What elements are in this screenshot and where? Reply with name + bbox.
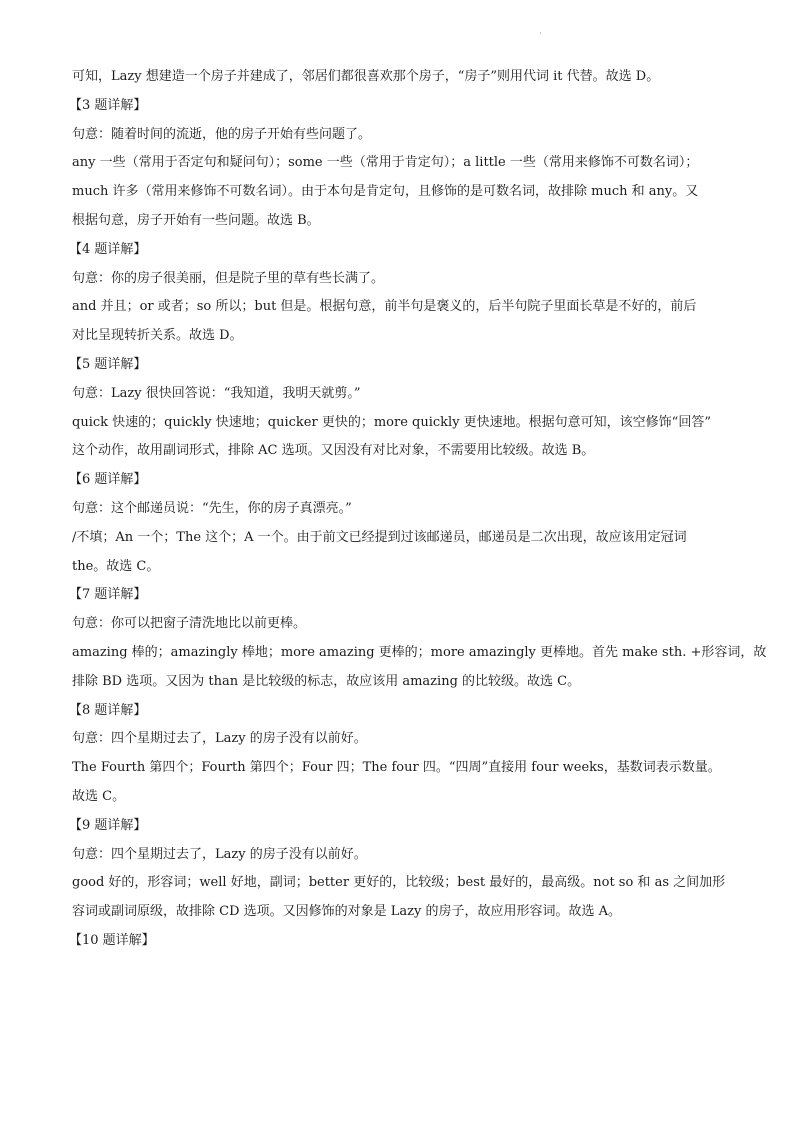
answer-explanation-text: [69, 63, 767, 956]
section-heading-q7: 【7 题详解】: [69, 587, 147, 603]
paragraph-line: amazing 棒的；amazingly 棒地；more amazing 更棒的；more amazingly 更棒地。首先 make sth. +形容词，故: [72, 644, 767, 660]
sentence-meaning-q6: 句意：这个邮递员说：“先生，你的房子真漂亮。”: [72, 500, 352, 516]
paragraph-line: 可知，Lazy 想建造一个房子并建成了，邻居们都很喜欢那个房子，“房子”则用代词 it 代替。故选 D。: [72, 69, 660, 84]
paragraph-line: good 好的，形容词；well 好地，副词；better 更好的，比较级；best 最好的，最高级。not so 和 as 之间加形: [72, 875, 726, 891]
paragraph-line: 对比呈现转折关系。故选 D。: [72, 328, 243, 344]
paragraph-line: quick 快速的；quickly 快速地；quicker 更快的；more quickly 更快速地。根据句意可知，该空修饰“回答”: [72, 414, 711, 430]
section-heading-q10: 【10 题详解】: [69, 932, 155, 948]
section-heading-q9: 【9 题详解】: [69, 817, 147, 833]
paragraph-line: and 并且；or 或者；so 所以；but 但是。根据句意，前半句是褒义的，后半句院子里面长草是不好的，前后: [72, 299, 697, 315]
paragraph-line: /不填；An 一个；The 这个；A 一个。由于前文已经提到过该邮递员，邮递员是二次出现，故应该用定冠词: [72, 529, 687, 545]
sentence-meaning-q7: 句意：你可以把窗子清洗地比以前更棒。: [72, 616, 307, 632]
paragraph-line: 故选 C。: [72, 788, 126, 804]
paragraph-line: 这个动作，故用副词形式，排除 AC 选项。又因没有对比对象，不需要用比较级。故选 B。: [72, 443, 595, 459]
section-heading-q6: 【6 题详解】: [69, 472, 147, 488]
header-mark: ·: [539, 29, 542, 38]
paragraph-line: 根据句意，房子开始有一些问题。故选 B。: [72, 212, 320, 228]
paragraph-line: any 一些（常用于否定句和疑问句）；some 一些（常用于肯定句）；a little 一些（常用来修饰不可数名词）；: [72, 155, 699, 171]
paragraph-line: The Fourth 第四个；Fourth 第四个；Four 四；The four 四。“四周”直接用 four weeks，基数词表示数量。: [72, 760, 721, 776]
sentence-meaning-q4: 句意：你的房子很美丽，但是院子里的草有些长满了。: [72, 270, 385, 286]
section-heading-q4: 【4 题详解】: [69, 241, 147, 257]
section-heading-q5: 【5 题详解】: [69, 356, 147, 372]
section-heading-q3: 【3 题详解】: [69, 97, 147, 113]
sentence-meaning-q8: 句意：四个星期过去了，Lazy 的房子没有以前好。: [72, 731, 367, 747]
paragraph-line: much 许多（常用来修饰不可数名词）。由于本句是肯定句，且修饰的是可数名词，故排除 much 和 any。又: [72, 184, 699, 200]
paragraph-line: the。故选 C。: [72, 558, 160, 574]
paragraph-line: 排除 BD 选项。又因为 than 是比较级的标志，故应该用 amazing 的比较级。故选 C。: [72, 673, 581, 689]
sentence-meaning-q5: 句意：Lazy 很快回答说：“我知道，我明天就剪。”: [72, 385, 361, 401]
sentence-meaning-q9: 句意：四个星期过去了，Lazy 的房子没有以前好。: [72, 846, 367, 862]
sentence-meaning-q3: 句意：随着时间的流逝，他的房子开始有些问题了。: [72, 126, 372, 142]
paragraph-line: 容词或副词原级，故排除 CD 选项。又因修饰的对象是 Lazy 的房子，故应用形容词。故选 A。: [72, 904, 621, 920]
section-heading-q8: 【8 题详解】: [69, 702, 147, 718]
